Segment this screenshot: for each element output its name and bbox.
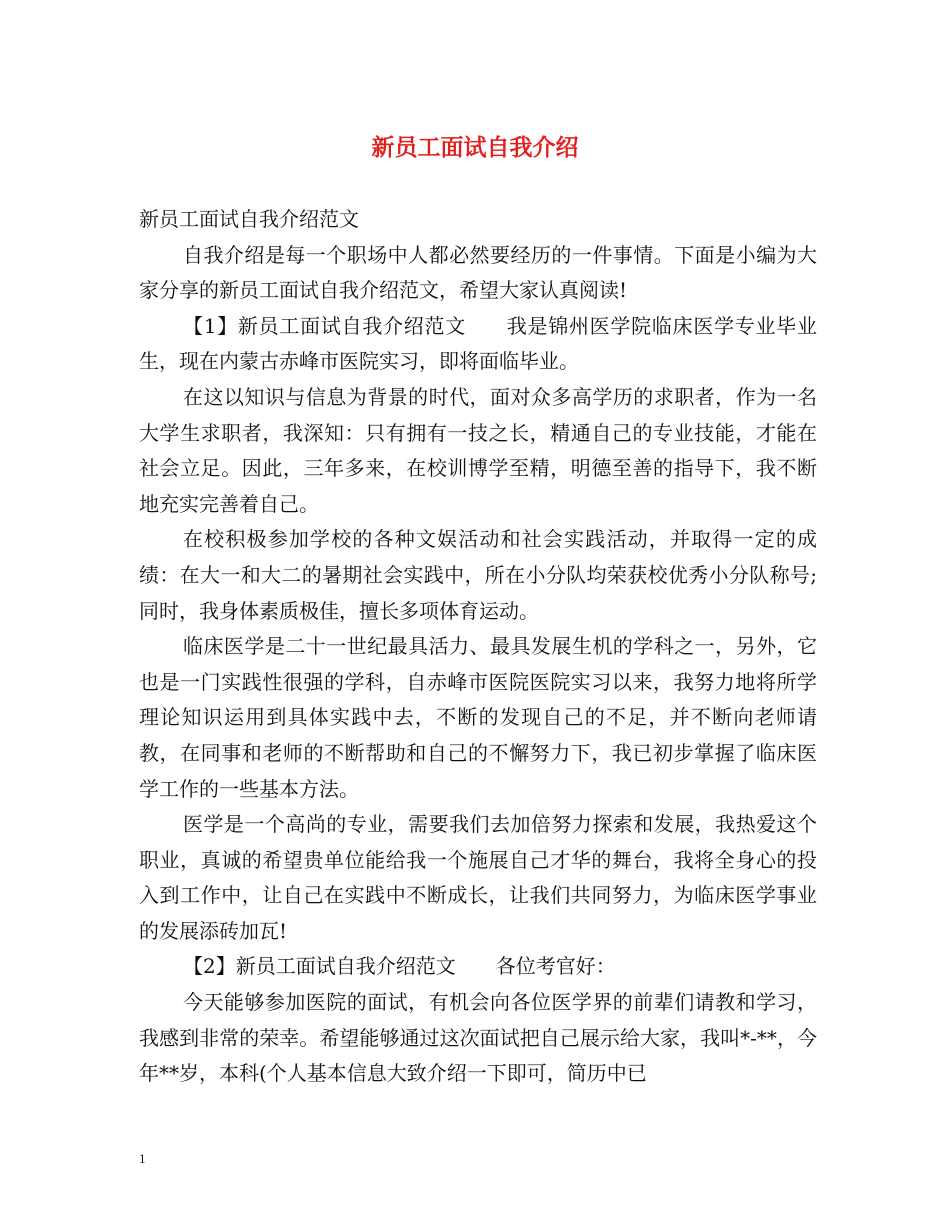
body-paragraph: 医学是一个高尚的专业，需要我们去加倍努力探索和发展，我热爱这个职业，真诚的希望贵单位能给我一个施展自己才华的舞台，我将全身心的投入到工作中，让自己在实践中不断成长，让我们共同努力，为临床医学事业的发展添砖加瓦! xyxy=(139,812,817,943)
section-2-text: 各位考官好： xyxy=(495,954,616,979)
body-paragraph: 在这以知识与信息为背景的时代，面对众多高学历的求职者，作为一名大学生求职者，我深知：只有拥有一技之长，精通自己的专业技能，才能在社会立足。因此，三年多来，在校训博学至精，明德至善的指导下，我不断地充实完善着自己。 xyxy=(139,384,817,516)
section-1-paragraph xyxy=(139,309,817,380)
page-number: 1 xyxy=(139,1151,146,1166)
document-subtitle: 新员工面试自我介绍范文 xyxy=(139,207,359,231)
section-2-paragraph xyxy=(139,949,817,985)
intro-paragraph: 自我介绍是每一个职场中人都必然要经历的一件事情。下面是小编为大家分享的新员工面试自我介绍范文，希望大家认真阅读! xyxy=(139,242,817,303)
document-body xyxy=(139,202,817,1092)
body-paragraph: 临床医学是二十一世纪最具活力、最具发展生机的学科之一，另外，它也是一门实践性很强的学科，自赤峰市医院医院实习以来，我努力地将所学理论知识运用到具体实践中去，不断的发现自己的不足，并不断向老师请教，在同事和老师的不断帮助和自己的不懈努力下，我已初步掌握了临床医学工作的一些基本方法。 xyxy=(139,634,817,801)
section-1-text: 我是锦州医学院临床医学专业毕业生，现在内蒙古赤峰市医院实习，即将面临毕业。 xyxy=(139,313,817,374)
section-heading-1: 【1】新员工面试自我介绍范文 xyxy=(183,313,466,338)
section-heading-2: 【2】新员工面试自我介绍范文 xyxy=(183,954,456,979)
body-paragraph: 在校积极参加学校的各种文娱活动和社会实践活动，并取得一定的成绩：在大一和大二的暑期社会实践中，所在小分队均荣获校优秀小分队称号;同时，我身体素质极佳，擅长多项体育运动。 xyxy=(139,527,817,623)
document-title: 新员工面试自我介绍 xyxy=(371,134,579,161)
body-paragraph: 今天能够参加医院的面试，有机会向各位医学界的前辈们请教和学习，我感到非常的荣幸。希望能够通过这次面试把自己展示给大家，我叫*-**，今年**岁，本科(个人基本信息大致介绍一下即可，简历中已 xyxy=(139,990,817,1086)
